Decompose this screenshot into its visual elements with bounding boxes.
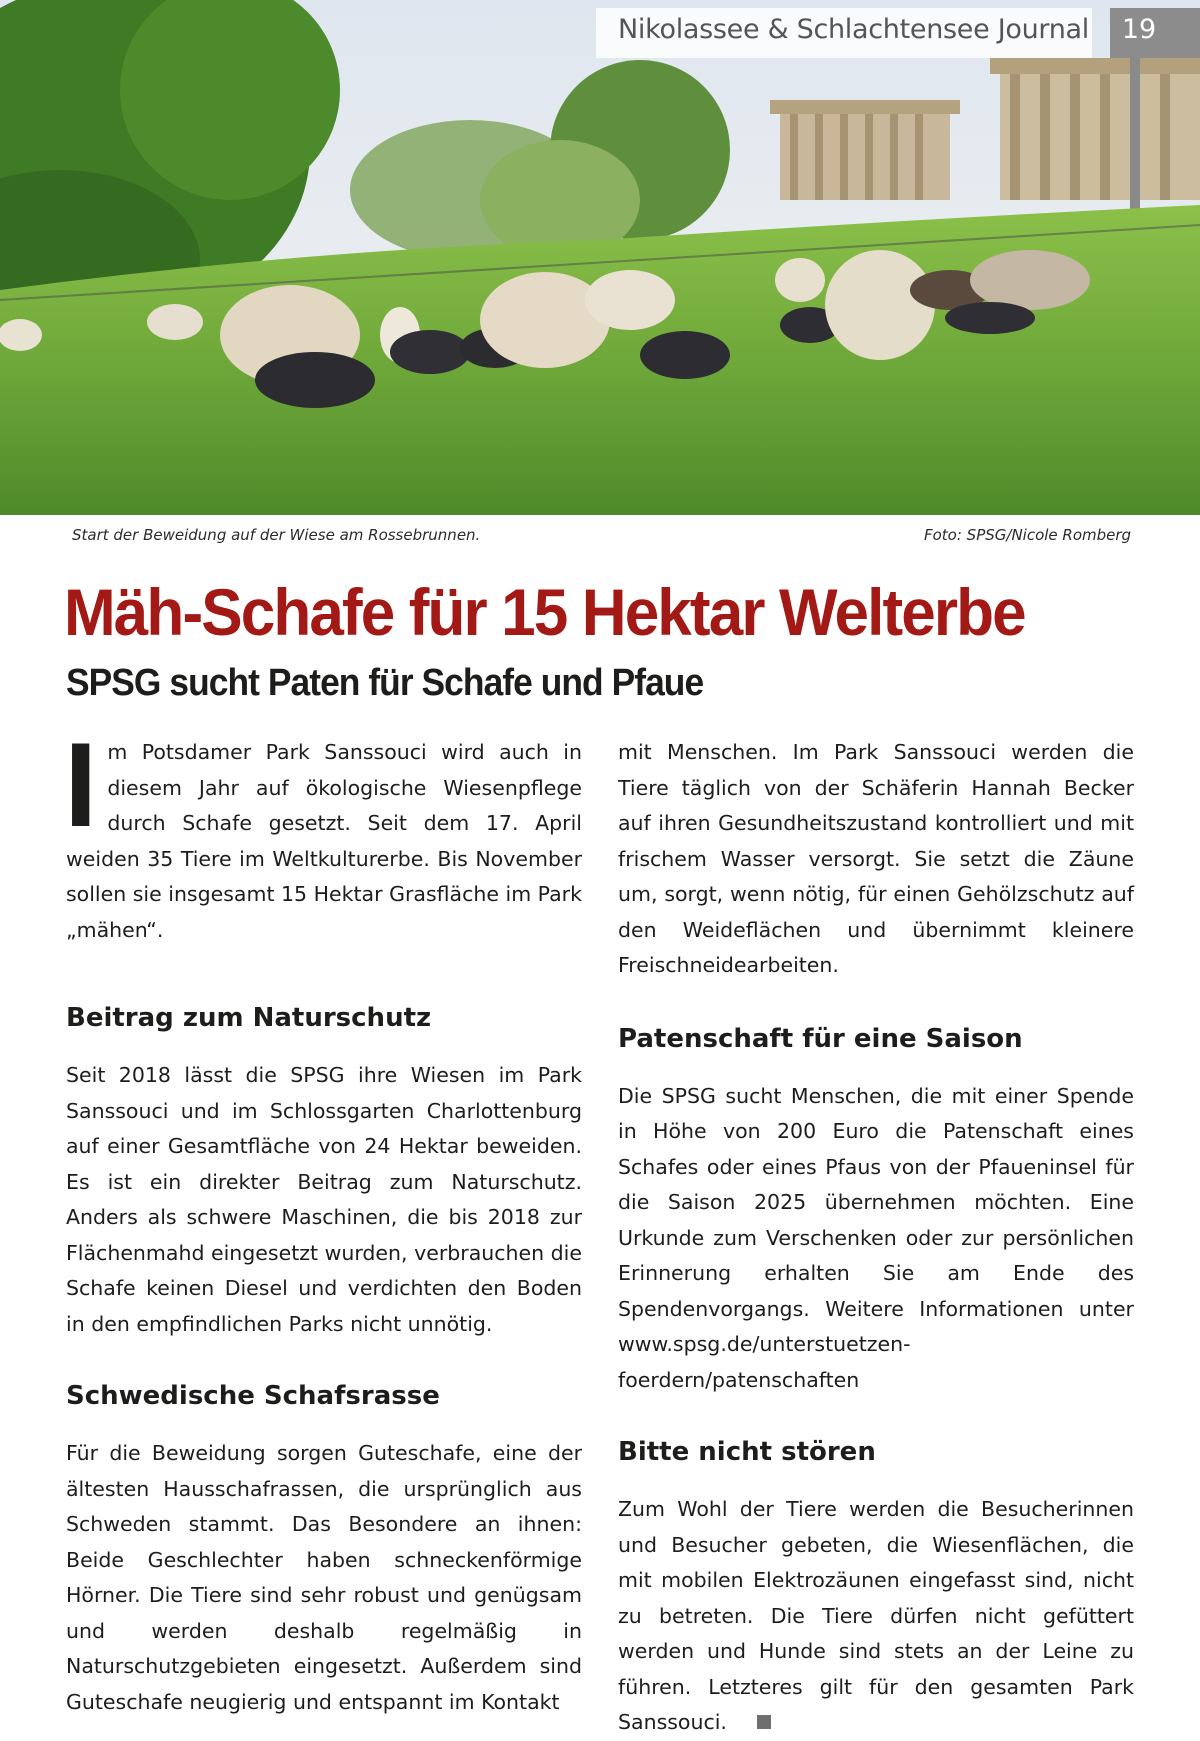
section-heading-nicht-stoeren: Bitte nicht stören [618, 1437, 876, 1467]
article-column-right [618, 735, 1134, 1741]
section-text-naturschutz: Seit 2018 lässt die SPSG ihre Wiesen im Park Sanssouci und im Schlossgarten Charlottenburg auf einer Gesamtfläche von 24 Hektar beweiden. Es ist ein direkter Beitrag zum Naturschutz. Anders als schwere Maschinen, die bis 2018 zur Flächenmahd eingesetzt wurden, verbrauchen die Schafe keinen Diesel und verdichten den Boden in den empfindlichen Parks nicht unnötig. [66, 1063, 582, 1336]
section-heading-patenschaft: Patenschaft für eine Saison [618, 1023, 1023, 1054]
section-text-schafsrasse: Für die Beweidung sorgen Guteschafe, eine der ältesten Hausschafrassen, die ursprünglich aus Schweden stammt. Das Besondere an ihnen: Beide Geschlechter haben schneckenförmige Hörner. Die Tiere sind sehr robust und genügsam und werden deshalb regelmäßig in Naturschutzgebieten eingesetzt. Außerdem sind Guteschafe neugierig und entspannt im Kontakt [66, 1441, 582, 1714]
section-heading-naturschutz: Beitrag zum Naturschutz [66, 1003, 432, 1033]
section-heading-schafsrasse: Schwedische Schafsrasse [66, 1381, 440, 1411]
article-column-left [64, 718, 582, 1720]
section-text-nicht-stoeren-body: Zum Wohl der Tiere werden die Besucherinnen und Besucher gebeten, die Wiesenflächen, die mit mobilen Elektrozäunen eingefasst sind, nicht zu betreten. Die Tiere dürfen nicht gefüttert werden und Hunde sind stets an der Leine zu führen. Letzteres gilt für den gesamten Park Sanssouci. [618, 1497, 1134, 1734]
section-text-schafsrasse-continued: mit Menschen. Im Park Sanssouci werden die Tiere täglich von der Schäferin Hannah Becker auf ihren Gesundheitszustand kontrolliert und mit frischem Wasser versorgt. Sie setzt die Zäune um, sorgt, wenn nötig, für einen Gehölzschutz auf den Weideflächen und übernimmt kleinere Freischneidearbeiten. [618, 740, 1134, 977]
page-number: 19 [1121, 14, 1157, 45]
article-headline: Mäh-Schafe für 15 Hektar Welterbe [64, 575, 1025, 649]
photo-credit: Foto: SPSG/Nicole Romberg [924, 526, 1132, 544]
sheep-meadow-illustration [0, 0, 1200, 515]
intro-text: m Potsdamer Park Sanssouci wird auch in diesem Jahr auf ökologische Wiesenpflege durch Schafe gesetzt. Seit dem 17. April weiden 35 Tiere im Weltkulturerbe. Bis November sollen sie insgesamt 15 Hektar Grasfläche im Park „mähen“. [66, 740, 582, 942]
hero-photo [0, 0, 1200, 515]
section-text-patenschaft: Die SPSG sucht Menschen, die mit einer Spende in Höhe von 200 Euro die Patenschaft eines Schafes oder eines Pfaus von der Pfaueninsel für die Saison 2025 übernehmen möchten. Eine Urkunde zum Verschenken oder zur persönlichen Erinnerung erhalten Sie am Ende des Spendenvorgangs. Weitere Informationen unter www.spsg.de/unterstuetzen-foerdern/patenschaften [618, 1083, 1134, 1392]
article-subheadline: SPSG sucht Paten für Schafe und Pfaue [66, 662, 704, 704]
drop-cap: I [64, 718, 98, 852]
intro-paragraph [64, 718, 582, 948]
section-text-nicht-stoeren [618, 1492, 1134, 1741]
journal-title: Nikolassee & Schlachtensee Journal [618, 14, 1089, 45]
article-end-square-icon [757, 1715, 771, 1729]
photo-caption: Start der Beweidung auf der Wiese am Rossebrunnen. [72, 526, 481, 544]
